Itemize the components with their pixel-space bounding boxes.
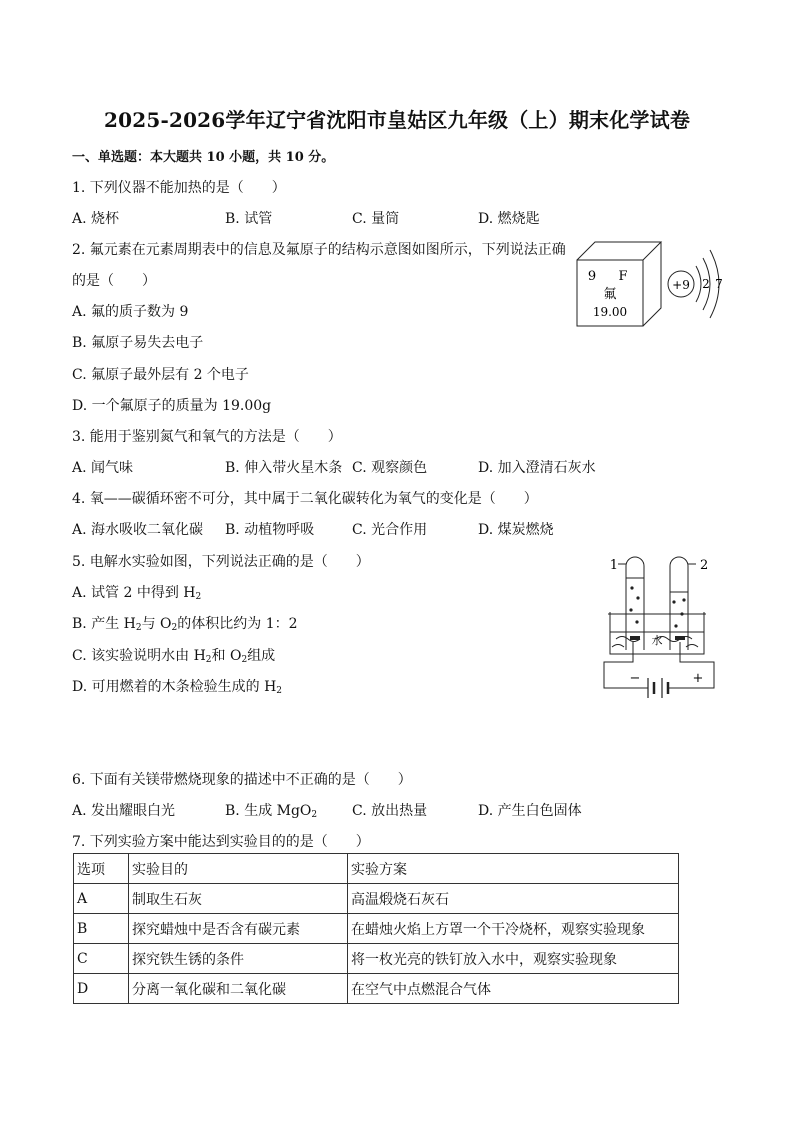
question-3-option-c: C. 观察颜色 — [352, 460, 428, 476]
question-5-option-c: C. 该实验说明水由 $H_2$和 $O_2$组成 — [72, 648, 276, 665]
exam-title: 2025-2026学年辽宁省沈阳市皇姑区九年级（上）期末化学试卷 — [103, 108, 691, 132]
question-2-stem-continued: 的是（ ） — [72, 273, 156, 289]
table-cell: B — [74, 914, 129, 944]
question-2-option-d: D. 一个氟原子的质量为 19.00g — [72, 398, 272, 414]
table-row — [74, 914, 679, 944]
question-3-stem: 3. 能用于鉴别氮气和氧气的方法是（ ） — [72, 429, 342, 445]
electrode-negative — [630, 636, 640, 640]
table-cell: 探究蜡烛中是否含有碳元素 — [129, 914, 348, 944]
table-cell: 分离一氧化碳和二氧化碳 — [129, 974, 348, 1004]
question-1-option-d: D. 燃烧匙 — [478, 211, 540, 227]
question-1-option-c: C. 量筒 — [352, 211, 400, 227]
question-2-option-b: B. 氟原子易失去电子 — [72, 335, 204, 351]
element-name: 氟 — [603, 287, 617, 302]
question-2-stem: 2. 氟元素在元素周期表中的信息及氟原子的结构示意图如图所示，下列说法正确 — [72, 242, 566, 258]
question-1-option-b: B. 试管 — [225, 211, 273, 227]
electrode-positive — [675, 636, 685, 640]
table-cell: D — [74, 974, 129, 1004]
table-cell: 探究铁生锈的条件 — [129, 944, 348, 974]
positive-terminal-label: + — [692, 671, 704, 686]
question-1-stem: 1. 下列仪器不能加热的是（ ） — [72, 180, 286, 196]
question-6-option-d: D. 产生白色固体 — [478, 803, 582, 819]
atom-nucleus: +9 — [672, 278, 690, 292]
table-header-row — [74, 854, 679, 884]
question-4-stem: 4. 氧——碳循环密不可分，其中属于二氧化碳转化为氧气的变化是（ ） — [72, 491, 538, 507]
element-symbol: F — [618, 269, 628, 284]
table-header-cell: 实验目的 — [129, 854, 348, 884]
question-5-option-d: D. 可用燃着的木条检验生成的 $H_2$ — [72, 679, 283, 696]
experiment-table — [73, 853, 679, 1004]
water-trough — [608, 612, 706, 654]
table-row — [74, 884, 679, 914]
table-cell: 将一枚光亮的铁钉放入水中，观察实验现象 — [348, 944, 679, 974]
question-1-option-a: A. 烧杯 — [72, 211, 120, 227]
negative-terminal-label: − — [629, 671, 641, 686]
question-5-option-b: B. 产生 $H_2$与 $O_2$的体积比约为 1：2 — [72, 616, 298, 633]
question-5-option-a: A. 试管 2 中得到 $H_2$ — [72, 585, 202, 602]
question-5-stem: 5. 电解水实验如图，下列说法正确的是（ ） — [72, 554, 370, 570]
tube-2-label: 2 — [700, 558, 709, 573]
tube-1-label: 1 — [609, 558, 618, 573]
element-mass: 19.00 — [592, 305, 628, 319]
question-6-option-c: C. 放出热量 — [352, 803, 428, 819]
fluorine-figure — [570, 236, 730, 336]
table-cell: 高温煅烧石灰石 — [348, 884, 679, 914]
table-row — [74, 944, 679, 974]
table-row — [74, 974, 679, 1004]
question-6-option-b: B. 生成 MgO$_2$ — [225, 803, 318, 820]
table-header-cell: 实验方案 — [348, 854, 679, 884]
table-cell: 制取生石灰 — [129, 884, 348, 914]
table-header-cell: 选项 — [74, 854, 129, 884]
question-3-option-a: A. 闻气味 — [72, 460, 134, 476]
question-4-option-b: B. 动植物呼吸 — [225, 522, 315, 538]
question-2-option-a: A. 氟的质子数为 9 — [72, 304, 189, 320]
question-4-option-a: A. 海水吸收二氧化碳 — [72, 522, 204, 538]
question-3-option-b: B. 伸入带火星木条 — [225, 460, 343, 476]
element-number: 9 — [587, 269, 597, 284]
question-4-option-c: C. 光合作用 — [352, 522, 428, 538]
section-heading: 一、单选题：本大题共 10 小题，共 10 分。 — [72, 150, 335, 165]
question-6-stem: 6. 下面有关镁带燃烧现象的描述中不正确的是（ ） — [72, 772, 412, 788]
question-6-option-a: A. 发出耀眼白光 — [72, 803, 176, 819]
question-3-option-d: D. 加入澄清石灰水 — [478, 460, 596, 476]
question-2-option-c: C. 氟原子最外层有 2 个电子 — [72, 367, 249, 383]
battery — [648, 678, 668, 698]
table-cell: A — [74, 884, 129, 914]
atom-shell-2: 7 — [715, 277, 723, 291]
atom-shell-1: 2 — [702, 277, 710, 291]
table-cell: 在空气中点燃混合气体 — [348, 974, 679, 1004]
question-4-option-d: D. 煤炭燃烧 — [478, 522, 554, 538]
table-cell: 在蜡烛火焰上方罩一个干冷烧杯，观察实验现象 — [348, 914, 679, 944]
electrolysis-figure — [596, 552, 726, 702]
question-7-stem: 7. 下列实验方案中能达到实验目的的是（ ） — [72, 834, 370, 850]
water-label: 水 — [651, 634, 663, 647]
table-cell: C — [74, 944, 129, 974]
